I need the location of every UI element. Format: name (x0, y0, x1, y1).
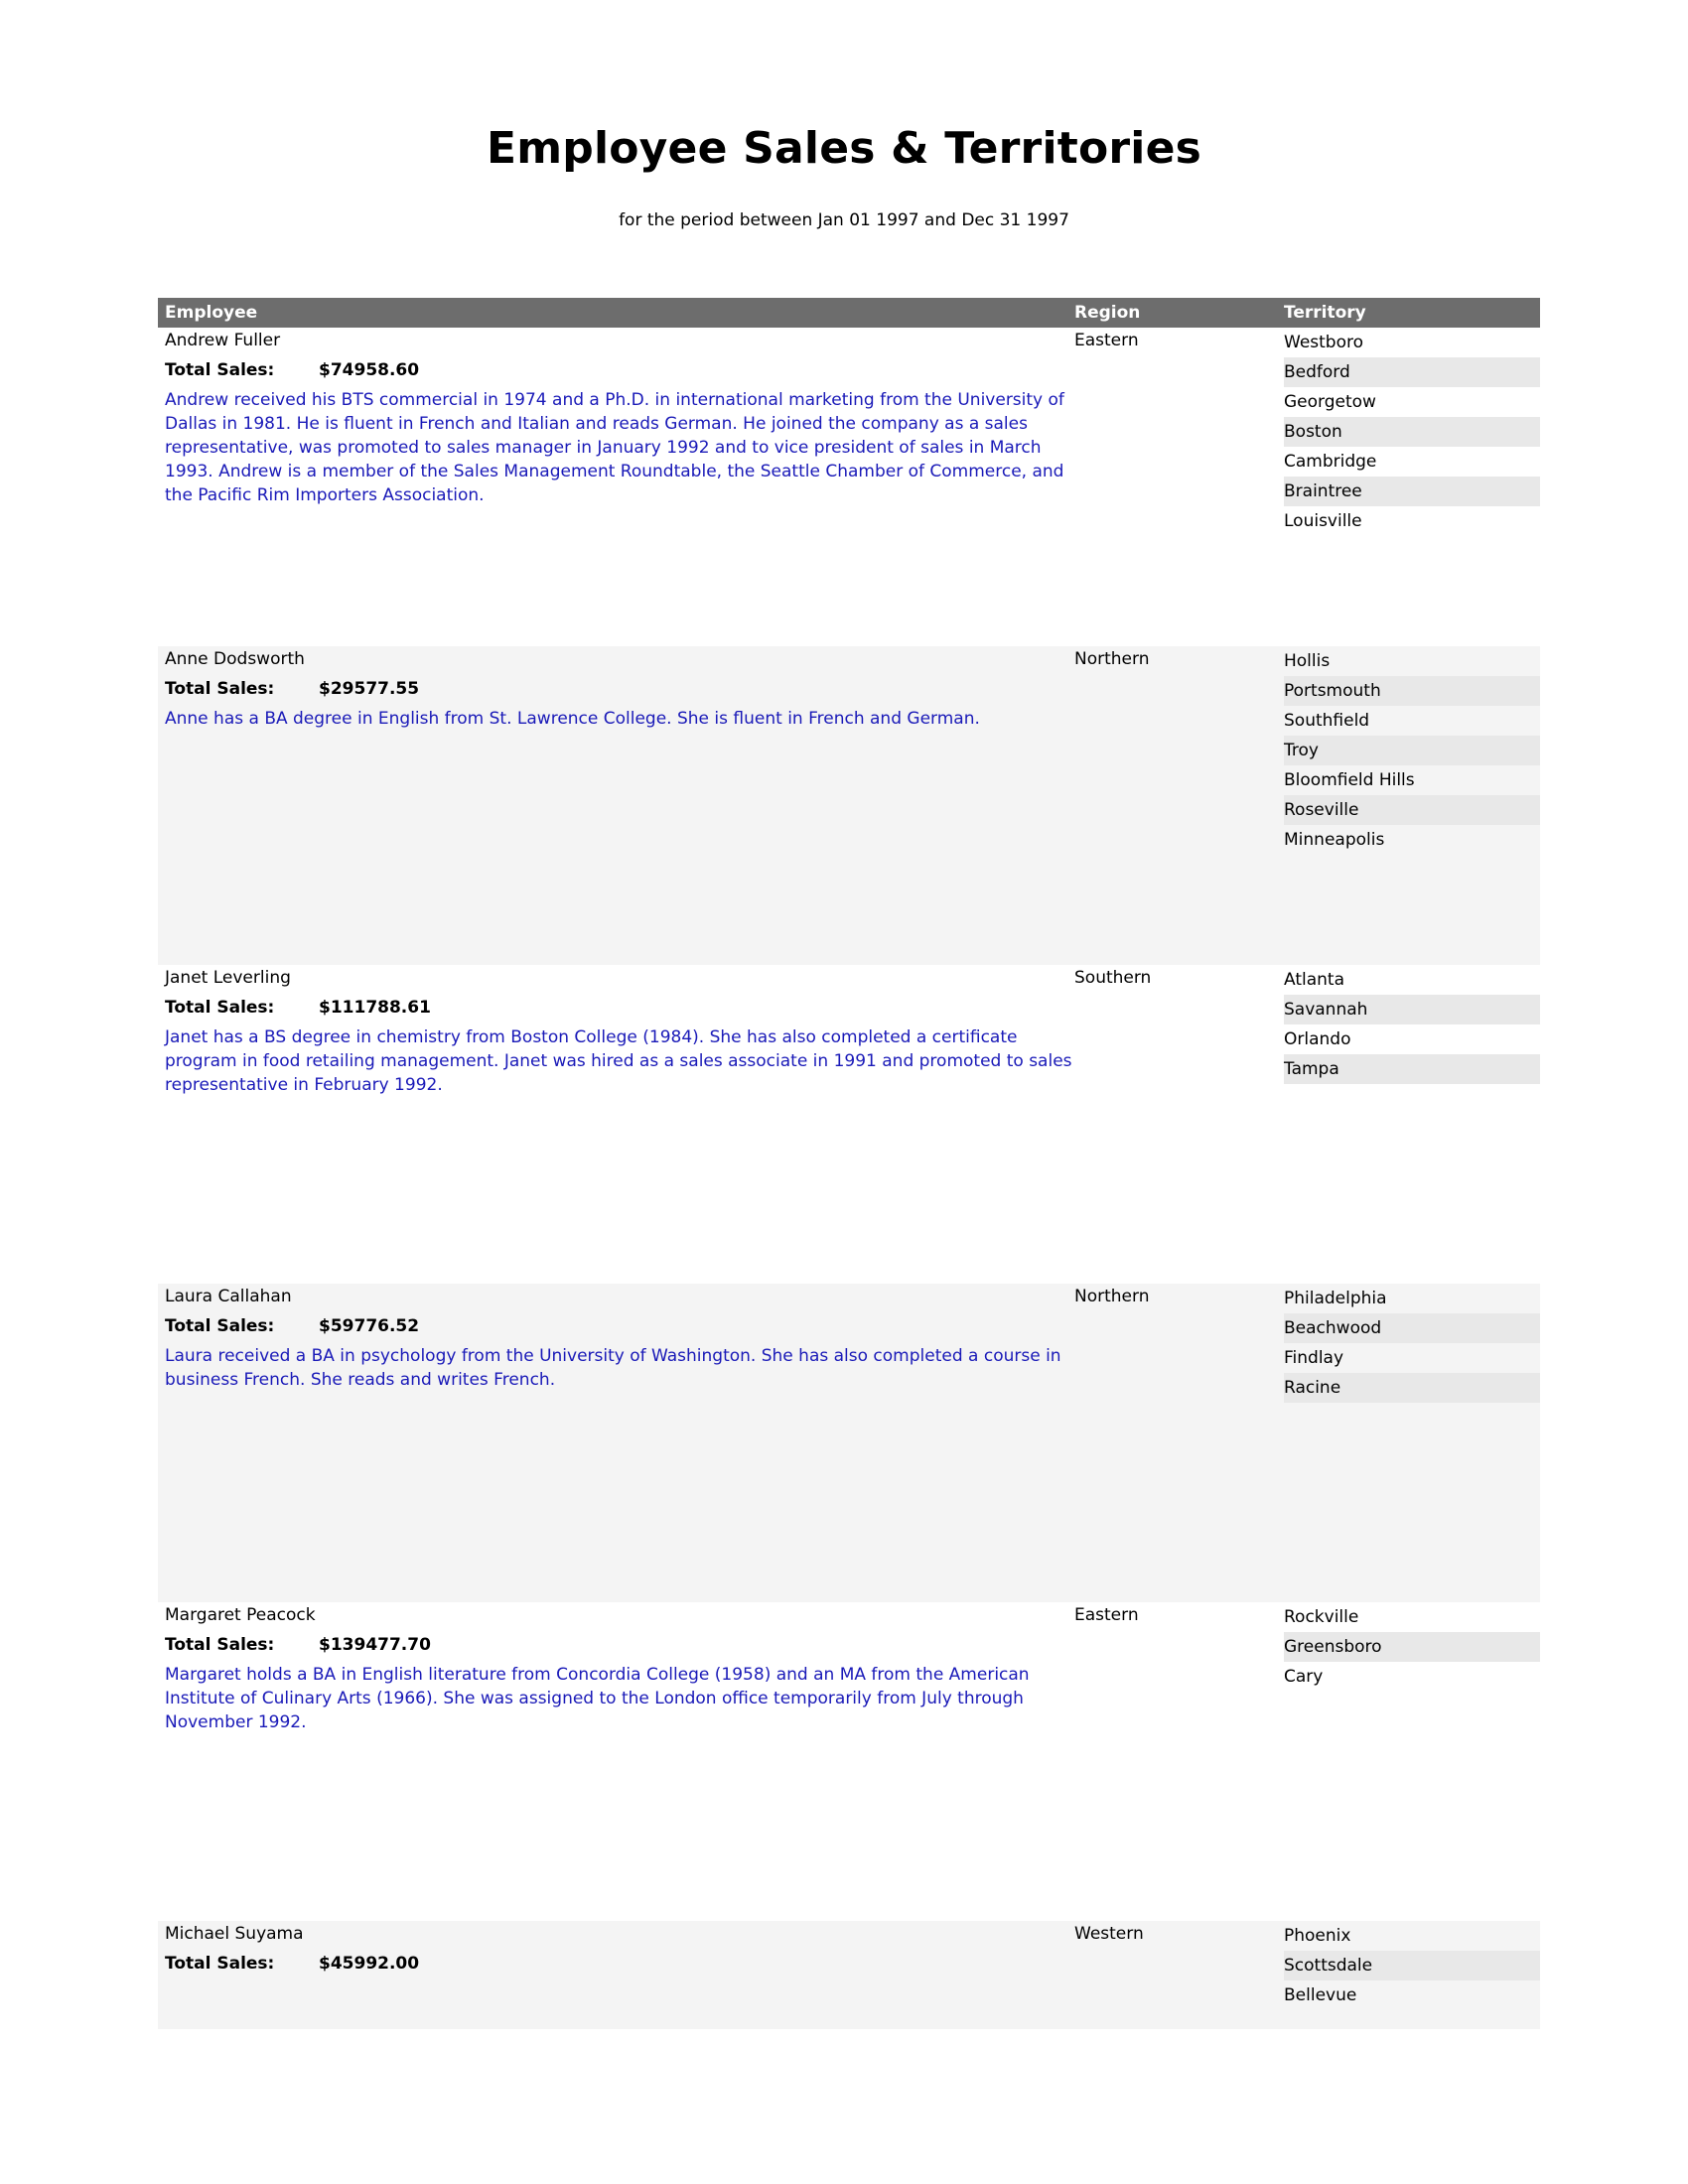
employee-record (158, 328, 1540, 646)
territory-item: Georgetow (1284, 392, 1376, 412)
territory-item: Savannah (1284, 995, 1540, 1024)
employee-region: Western (1074, 1924, 1144, 1944)
employee-region: Eastern (1074, 1605, 1139, 1625)
employee-record (158, 1284, 1540, 1602)
territory-item: Portsmouth (1284, 676, 1540, 706)
employee-record (158, 646, 1540, 965)
employee-name: Janet Leverling (165, 968, 291, 988)
report-title: Employee Sales & Territories (486, 123, 1202, 174)
employee-region: Northern (1074, 649, 1150, 669)
territory-item: Hollis (1284, 651, 1331, 671)
total-sales-value: $139477.70 (319, 1635, 431, 1655)
territory-list (1284, 328, 1540, 536)
total-sales-label: Total Sales: (165, 1954, 275, 1974)
employee-notes: Anne has a BA degree in English from St. Lawrence College. She is fluent in French and German. (165, 709, 980, 729)
territory-item: Braintree (1284, 477, 1540, 506)
territory-item: Scottsdale (1284, 1951, 1540, 1980)
header-region: Region (1074, 303, 1141, 323)
territory-item: Southfield (1284, 711, 1370, 731)
territory-item: Minneapolis (1284, 830, 1385, 850)
employee-notes: Andrew received his BTS commercial in 1974 and a Ph.D. in international marketing from the University of Dallas in 1981. He is fluent in French and Italian and reads German. He joined the company as a sales representative, was promoted to sales manager in January 1992 and to vice president of sales in March 1993. Andrew is a member of the Sales Management Roundtable, the Seattle Chamber of Commerce, and the Pacific Rim Importers Association. (165, 390, 1064, 505)
employee-notes: Margaret holds a BA in English literature from Concordia College (1958) and an MA from the American Institute of Culinary Arts (1966). She was assigned to the London office temporarily from July through November 1992. (165, 1665, 1030, 1732)
employee-name: Andrew Fuller (165, 331, 281, 350)
total-sales-value: $74958.60 (319, 360, 420, 380)
total-sales-label: Total Sales: (165, 360, 275, 380)
territory-item: Racine (1284, 1373, 1540, 1403)
employee-name: Margaret Peacock (165, 1605, 316, 1625)
employee-name: Anne Dodsworth (165, 649, 305, 669)
total-sales-value: $29577.55 (319, 679, 420, 699)
total-sales-value: $111788.61 (319, 998, 431, 1018)
employee-notes: Janet has a BS degree in chemistry from Boston College (1984). She has also completed a certificate program in food retailing management. Janet was hired as a sales associate in 1991 and promoted to sales representative in February 1992. (165, 1027, 1072, 1095)
territory-item: Atlanta (1284, 970, 1344, 990)
employee-record (158, 1921, 1540, 2029)
employee-name: Michael Suyama (165, 1924, 304, 1944)
territory-list (1284, 1602, 1540, 1692)
territory-item: Roseville (1284, 795, 1540, 825)
territory-list (1284, 646, 1540, 855)
territory-item: Philadelphia (1284, 1289, 1387, 1308)
territory-item: Orlando (1284, 1029, 1351, 1049)
total-sales-value: $45992.00 (319, 1954, 420, 1974)
territory-list (1284, 1284, 1540, 1403)
employee-region: Northern (1074, 1287, 1150, 1306)
territory-item: Westboro (1284, 333, 1364, 352)
territory-item: Bellevue (1284, 1985, 1357, 2005)
employee-region: Eastern (1074, 331, 1139, 350)
employee-record (158, 965, 1540, 1284)
territory-item: Beachwood (1284, 1313, 1540, 1343)
territory-item: Cary (1284, 1667, 1324, 1687)
territory-item: Rockville (1284, 1607, 1359, 1627)
territory-item: Greensboro (1284, 1632, 1540, 1662)
territory-item: Bloomfield Hills (1284, 770, 1415, 790)
employee-record (158, 1602, 1540, 1921)
employee-region: Southern (1074, 968, 1152, 988)
territory-item: Findlay (1284, 1348, 1344, 1368)
total-sales-label: Total Sales: (165, 1316, 275, 1336)
total-sales-label: Total Sales: (165, 1635, 275, 1655)
territory-item: Phoenix (1284, 1926, 1351, 1946)
territory-item: Tampa (1284, 1054, 1540, 1084)
table-header (158, 298, 1540, 328)
employee-sales-table (158, 298, 1540, 2029)
territory-item: Cambridge (1284, 452, 1377, 472)
total-sales-value: $59776.52 (319, 1316, 420, 1336)
header-employee: Employee (165, 303, 258, 323)
report-subtitle: for the period between Jan 01 1997 and Dec 31 1997 (619, 210, 1069, 230)
territory-item: Boston (1284, 417, 1540, 447)
header-territory: Territory (1284, 303, 1366, 323)
employee-name: Laura Callahan (165, 1287, 292, 1306)
territory-item: Troy (1284, 736, 1540, 765)
territory-list (1284, 965, 1540, 1084)
territory-item: Louisville (1284, 511, 1362, 531)
employee-notes: Laura received a BA in psychology from the University of Washington. She has also completed a course in business French. She reads and writes French. (165, 1346, 1061, 1390)
total-sales-label: Total Sales: (165, 679, 275, 699)
territory-list (1284, 1921, 1540, 2010)
total-sales-label: Total Sales: (165, 998, 275, 1018)
territory-item: Bedford (1284, 357, 1540, 387)
